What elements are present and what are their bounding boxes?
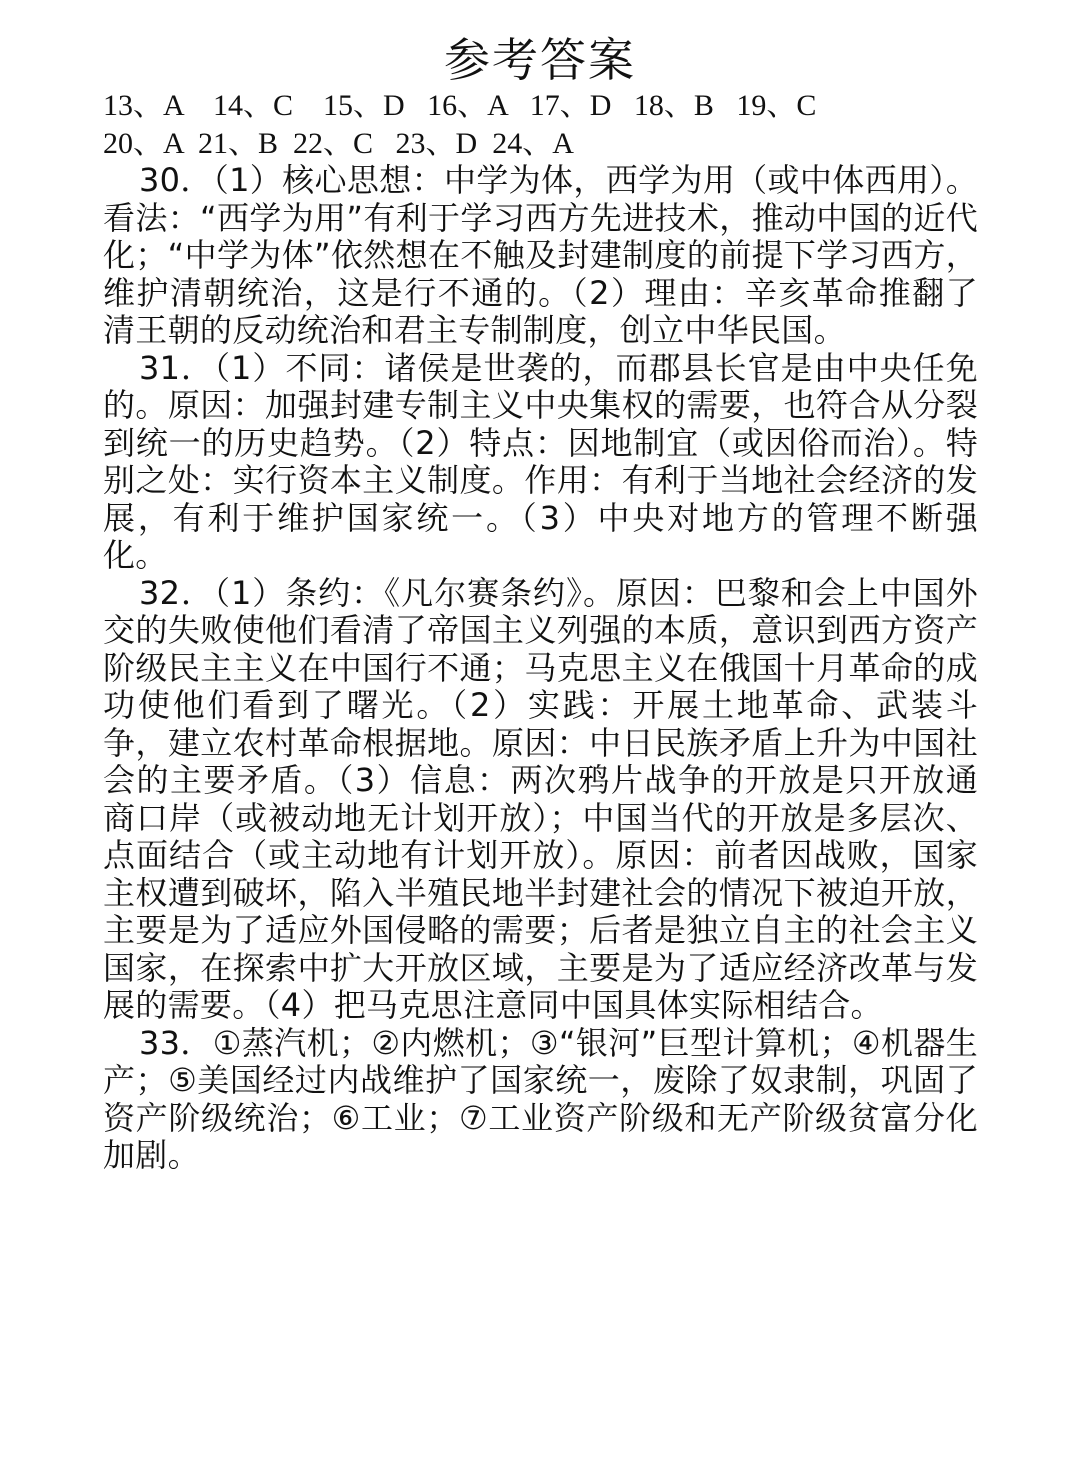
- answer-33: 33．①蒸汽机；②内燃机；③“银河”巨型计算机；④机器生产；⑤美国经过内战维护了国家统一，废除了奴隶制，巩固了资产阶级统治；⑥工业；⑦工业资产阶级和无产阶级贫富分化加剧。: [103, 1023, 978, 1174]
- answer-31: 31．（1）不同：诸侯是世袭的，而郡县长官是由中央任免的。原因：加强封建专制主义中央集权的需要，也符合从分裂到统一的历史趋势。（2）特点：因地制宜（或因俗而治）。特别之处：实行资本主义制度。作用：有利于当地社会经济的发展，有利于维护国家统一。（3）中央对地方的管理不断强化。: [103, 348, 978, 574]
- answers-section: [103, 162, 978, 1175]
- choice-answers-row-1: 13、A 14、C 15、D 16、A 17、D 18、B 19、C: [103, 89, 817, 122]
- choice-answers-row-2: 20、A 21、B 22、C 23、D 24、A: [103, 127, 574, 160]
- answer-32: 32．（1）条约：《凡尔赛条约》。原因：巴黎和会上中国外交的失败使他们看清了帝国主义列强的本质，意识到西方资产阶级民主主义在中国行不通；马克思主义在俄国十月革命的成功使他们看到了曙光。（2）实践：开展土地革命、武装斗争，建立农村革命根据地。原因：中日民族矛盾上升为中国社会的主要矛盾。（3）信息：两次鸦片战争的开放是只开放通商口岸（或被动地无计划开放）；中国当代的开放是多层次、点面结合（或主动地有计划开放）。原因：前者因战败，国家主权遭到破坏，陷入半殖民地半封建社会的情况下被迫开放，主要是为了适应外国侵略的需要；后者是独立自主的社会主义国家，在探索中扩大开放区域，主要是为了适应经济改革与发展的需要。（4）把马克思注意同中国具体实际相结合。: [103, 573, 978, 1024]
- answer-30: 30．（1）核心思想：中学为体，西学为用（或中体西用）。看法：“西学为用”有利于学习西方先进技术，推动中国的近代化；“中学为体”依然想在不触及封建制度的前提下学习西方，维护清朝统治，这是行不通的。（2）理由：辛亥革命推翻了清王朝的反动统治和君主专制制度，创立中华民国。: [103, 161, 978, 349]
- page-title: 参考答案: [444, 33, 636, 87]
